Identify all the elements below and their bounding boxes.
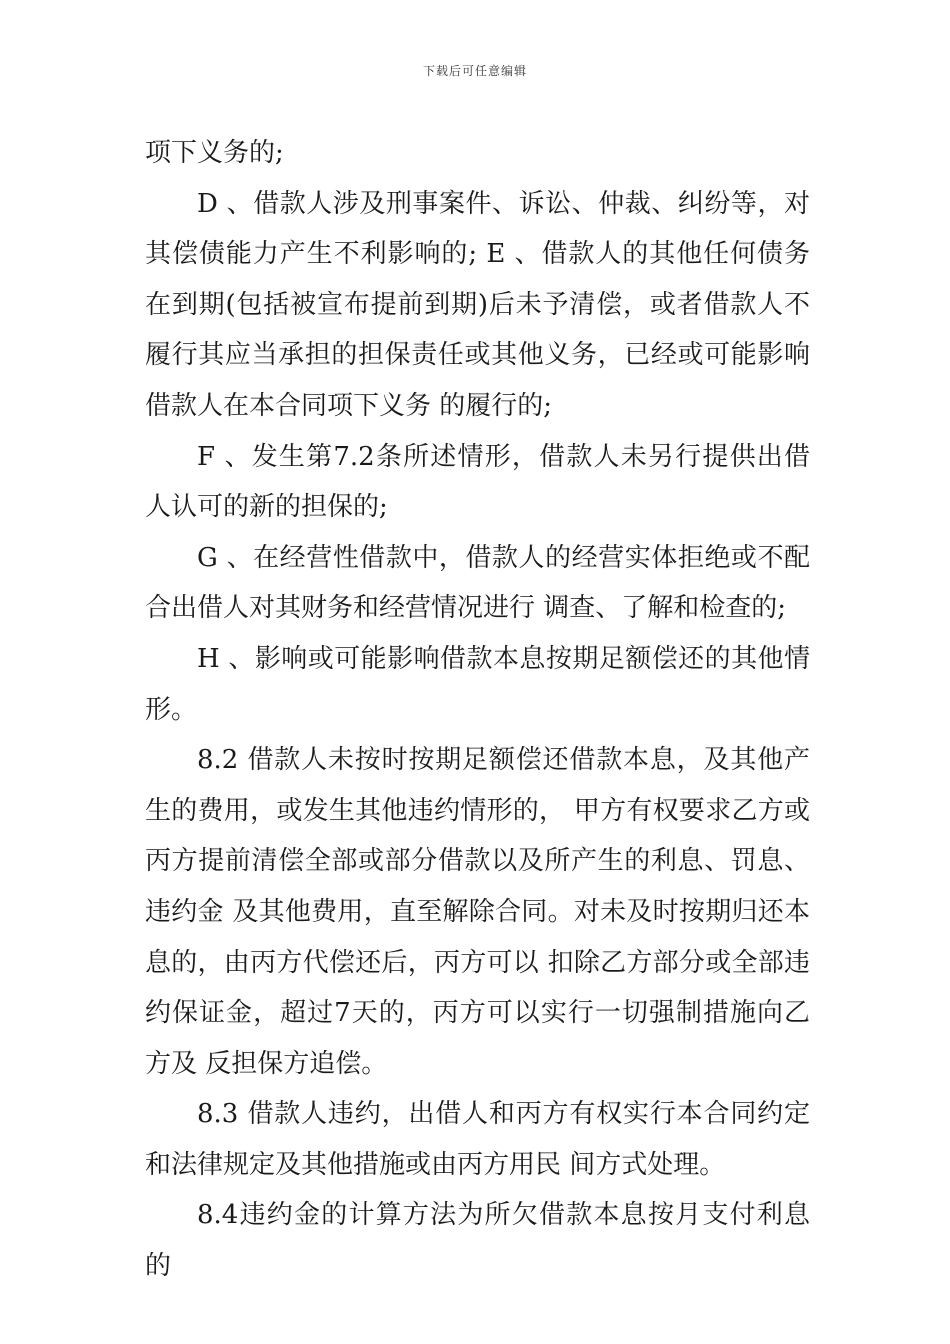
document-body <box>145 128 810 1292</box>
paragraph-clause-f: F 、发生第7.2条所述情形，借款人未另行提供出借人认可的新的担保的; <box>145 441 810 523</box>
paragraph-continuation: 项下义务的; <box>145 138 284 168</box>
paragraph-section-8-4: 8.4违约金的计算方法为所欠借款本息按月支付利息的 <box>145 1200 810 1282</box>
paragraph-clause-d-e: D 、借款人涉及刑事案件、诉讼、仲裁、纠纷等，对其偿债能力产生不利影响的; E 、借款人的其他任何债务在到期(包括被宣布提前到期)后未予清偿，或者借款人不履行其应当承担的担保责任或其他义务，已经或可能影响借款人在本合同项下义务 的履行的; <box>145 188 810 421</box>
page-header: 下载后可任意编辑 <box>422 64 527 78</box>
paragraph-clause-g: G 、在经营性借款中，借款人的经营实体拒绝或不配合出借人对其财务和经营情况进行 调查、了解和检查的; <box>145 542 810 624</box>
paragraph-section-8-2: 8.2 借款人未按时按期足额偿还借款本息，及其他产生的费用，或发生其他违约情形的， 甲方有权要求乙方或丙方提前清偿全部或部分借款以及所产生的利息、罚息、违约金 及其他费用，直至解除合同。对未及时按期归还本息的，由丙方代偿还后，丙方可以 扣除乙方部分或全部违约保证金，超过7天的，丙方可以实行一切强制措施向乙方及 反担保方追偿。 <box>145 745 810 1079</box>
paragraph-section-8-3: 8.3 借款人违约，出借人和丙方有权实行本合同约定和法律规定及其他措施或由丙方用民 间方式处理。 <box>145 1099 810 1180</box>
paragraph-clause-h: H 、影响或可能影响借款本息按期足额偿还的其他情形。 <box>145 643 810 725</box>
